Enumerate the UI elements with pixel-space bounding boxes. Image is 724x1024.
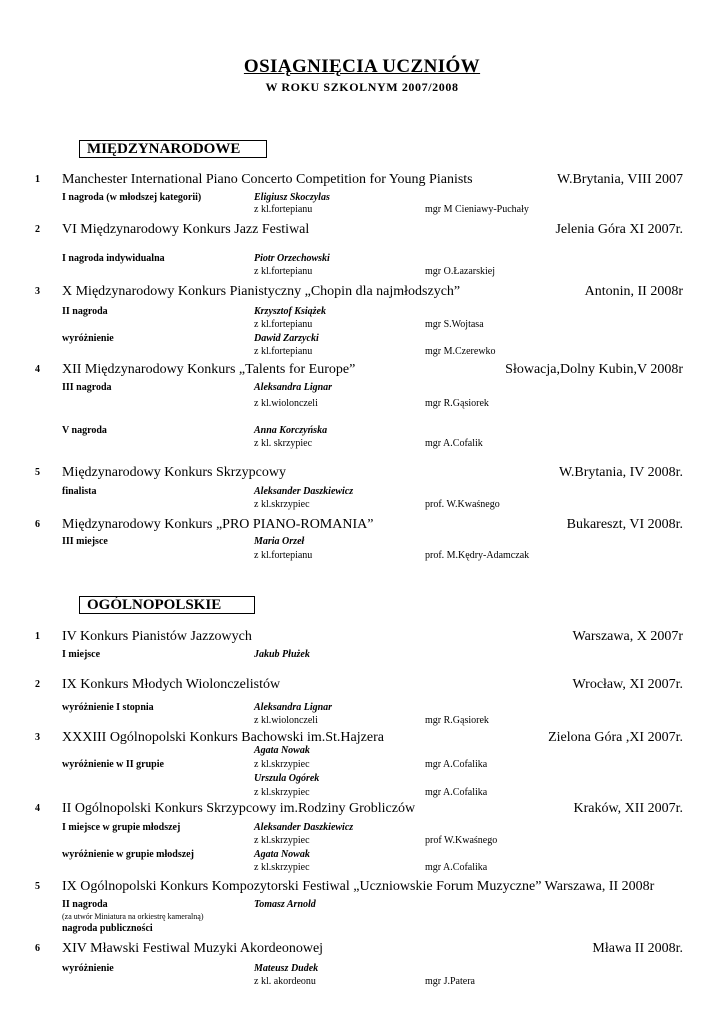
student-name: Aleksandra Lignar — [254, 382, 333, 393]
award-label: III nagroda — [62, 382, 112, 393]
competition-place-date: Słowacja,Dolny Kubin,V 2008r — [505, 362, 683, 377]
award-label: I miejsce w grupie młodszej — [62, 822, 181, 833]
student-name: Krzysztof Książek — [254, 306, 326, 317]
student-name: Aleksandra Lignar — [254, 702, 333, 713]
teacher-name: prof W.Kwaśnego — [425, 835, 498, 846]
competition-name: VI Międzynarodowy Konkurs Jazz Festiwal — [62, 222, 310, 237]
teacher-name: mgr A.Cofalika — [425, 862, 488, 873]
student-name: Piotr Orzechowski — [254, 253, 330, 264]
student-name: Urszula Ogórek — [254, 773, 320, 784]
entry-number: 3 — [35, 732, 40, 743]
award-label: I nagroda (w młodszej kategorii) — [62, 192, 202, 203]
entry-number: 5 — [35, 467, 40, 478]
student-class: z kl.fortepianu — [254, 204, 313, 215]
teacher-name: mgr M Cieniawy-Puchały — [425, 204, 529, 215]
entry-number: 1 — [35, 631, 40, 642]
teacher-name: mgr J.Patera — [425, 976, 475, 987]
student-name: Anna Korczyńska — [254, 425, 328, 436]
teacher-name: mgr A.Cofalika — [425, 787, 488, 798]
student-name: Agata Nowak — [254, 745, 310, 756]
entry-number: 3 — [35, 286, 40, 297]
award-label: I nagroda indywidualna — [62, 253, 165, 264]
award-label: wyróżnienie — [62, 963, 114, 974]
competition-name: IX Konkurs Młodych Wiolonczelistów — [62, 677, 281, 692]
award-label: wyróżnienie w II grupie — [62, 759, 164, 770]
student-name: Tomasz Arnold — [254, 899, 316, 910]
entry-number: 1 — [35, 174, 40, 185]
award-label: V nagroda — [62, 425, 107, 436]
award-label: I miejsce — [62, 649, 101, 660]
entry-number: 2 — [35, 679, 40, 690]
award-note: (za utwór Miniatura na orkiestrę kameralną) — [62, 912, 204, 921]
competition-name: X Międzynarodowy Konkurs Pianistyczny „Chopin dla najmłodszych” — [62, 284, 461, 299]
competition-place-date: Mława II 2008r. — [592, 941, 683, 956]
award-label: II nagroda — [62, 899, 108, 910]
competition-name: XIV Mławski Festiwal Muzyki Akordeonowej — [62, 941, 324, 956]
competition-place-date: Antonin, II 2008r — [584, 284, 683, 299]
entry-number: 6 — [35, 943, 40, 954]
student-class: z kl.wiolonczeli — [254, 715, 318, 726]
competition-place-date: Wrocław, XI 2007r. — [572, 677, 683, 692]
student-class: z kl.skrzypiec — [254, 835, 310, 846]
entry-number: 4 — [35, 364, 40, 375]
competition-place-date: Warszawa, X 2007r — [572, 629, 683, 644]
section-heading: MIĘDZYNARODOWE — [79, 140, 267, 158]
student-class: z kl. skrzypiec — [254, 438, 313, 449]
student-class: z kl.skrzypiec — [254, 787, 310, 798]
entry-number: 6 — [35, 519, 40, 530]
competition-name: IV Konkurs Pianistów Jazzowych — [62, 629, 252, 644]
competition-place-date: Jelenia Góra XI 2007r. — [555, 222, 683, 237]
student-name: Aleksander Daszkiewicz — [254, 486, 354, 497]
competition-name: IX Ogólnopolski Konkurs Kompozytorski Festiwal „Uczniowskie Forum Muzyczne” Warszawa, II 2008r — [62, 879, 655, 894]
competition-place-date: Kraków, XII 2007r. — [573, 801, 683, 816]
competition-place-date: W.Brytania, VIII 2007 — [557, 172, 683, 187]
competition-place-date: Bukareszt, VI 2008r. — [566, 517, 683, 532]
competition-name: Międzynarodowy Konkurs Skrzypcowy — [62, 465, 286, 480]
competition-name: XXXIII Ogólnopolski Konkurs Bachowski im.St.Hajzera — [62, 730, 384, 745]
student-class: z kl.skrzypiec — [254, 862, 310, 873]
competition-name: II Ogólnopolski Konkurs Skrzypcowy im.Rodziny Grobliczów — [62, 801, 416, 816]
teacher-name: mgr A.Cofalik — [425, 438, 483, 449]
student-class: z kl.fortepianu — [254, 319, 313, 330]
competition-name: Manchester International Piano Concerto Competition for Young Pianists — [62, 172, 473, 187]
competition-name: Międzynarodowy Konkurs „PRO PIANO-ROMANIA” — [62, 517, 374, 532]
award-label: II nagroda — [62, 306, 108, 317]
teacher-name: mgr S.Wojtasa — [425, 319, 484, 330]
teacher-name: mgr R.Gąsiorek — [425, 398, 489, 409]
student-name: Eligiusz Skoczylas — [254, 192, 330, 203]
teacher-name: mgr M.Czerewko — [425, 346, 496, 357]
student-name: Dawid Zarzycki — [254, 333, 319, 344]
teacher-name: mgr A.Cofalika — [425, 759, 488, 770]
competition-place-date: W.Brytania, IV 2008r. — [558, 465, 683, 480]
teacher-name: prof. W.Kwaśnego — [425, 499, 500, 510]
award-label: wyróżnienie w grupie młodszej — [62, 849, 194, 860]
teacher-name: mgr R.Gąsiorek — [425, 715, 489, 726]
award-label: nagroda publiczności — [62, 923, 153, 934]
page-subtitle: W ROKU SZKOLNYM 2007/2008 — [265, 80, 459, 94]
entry-number: 5 — [35, 881, 40, 892]
teacher-name: prof. M.Kędry-Adamczak — [425, 550, 530, 561]
student-class: z kl.fortepianu — [254, 266, 313, 277]
competition-place-date: Zielona Góra ,XI 2007r. — [548, 730, 683, 745]
student-class: z kl.fortepianu — [254, 550, 313, 561]
student-name: Mateusz Dudek — [254, 963, 319, 974]
student-class: z kl.fortepianu — [254, 346, 313, 357]
entry-number: 2 — [35, 224, 40, 235]
award-label: finalista — [62, 486, 97, 497]
entry-number: 4 — [35, 803, 40, 814]
award-label: III miejsce — [62, 536, 108, 547]
student-name: Jakub Płużek — [254, 649, 310, 660]
student-name: Maria Orzeł — [254, 536, 305, 547]
student-name: Agata Nowak — [254, 849, 310, 860]
student-class: z kl.skrzypiec — [254, 759, 310, 770]
student-class: z kl.skrzypiec — [254, 499, 310, 510]
award-label: wyróżnienie — [62, 333, 114, 344]
teacher-name: mgr O.Łazarskiej — [425, 266, 495, 277]
page-title: OSIĄGNIĘCIA UCZNIÓW — [243, 56, 481, 77]
competition-name: XII Międzynarodowy Konkurs „Talents for Europe” — [62, 362, 356, 377]
student-name: Aleksander Daszkiewicz — [254, 822, 354, 833]
section-heading: OGÓLNOPOLSKIE — [79, 596, 255, 614]
student-class: z kl. akordeonu — [254, 976, 316, 987]
award-label: wyróżnienie I stopnia — [62, 702, 154, 713]
student-class: z kl.wiolonczeli — [254, 398, 318, 409]
